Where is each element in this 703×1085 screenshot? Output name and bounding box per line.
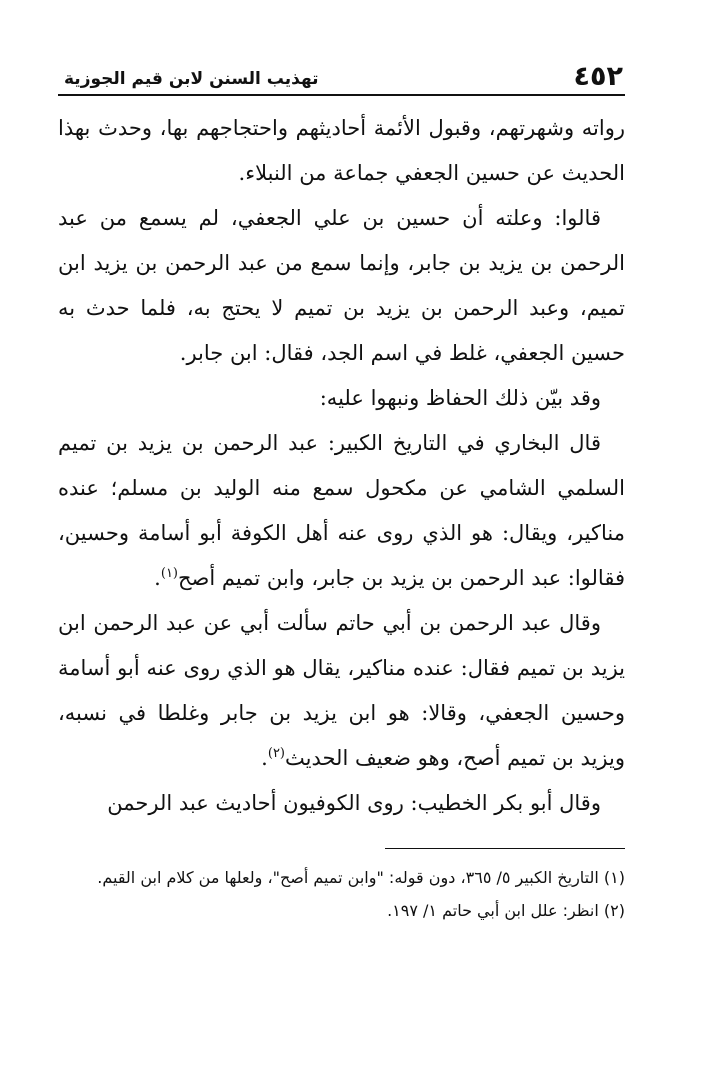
book-page <box>58 56 625 1056</box>
paragraph-6: وقال أبو بكر الخطيب: روى الكوفيون أحاديث عبد الرحمن <box>107 791 601 815</box>
paragraph-5 <box>58 601 625 781</box>
paragraph-3: وقد بيّن ذلك الحفاظ ونبهوا عليه: <box>319 386 601 410</box>
paragraph-1: رواته وشهرتهم، وقبول الأئمة أحاديثهم واحتجاجهم بها، وحدث بهذا الحديث عن حسين الجعفي جماعة من النبلاء. <box>58 116 625 185</box>
footnote-2: (٢) انظر: علل ابن أبي حاتم ١/ ١٩٧. <box>387 901 625 920</box>
page-header <box>58 56 625 96</box>
paragraph-2: قالوا: وعلته أن حسين بن علي الجعفي، لم يسمع من عبد الرحمن بن يزيد بن جابر، وإنما سمع من عبد الرحمن بن يزيد ابن تميم، وعبد الرحمن بن يزيد بن تميم لا يحتج به، فلما حدث به حسين الجعفي، غلط في اسم الجد، فقال: ابن جابر. <box>58 206 625 365</box>
paragraph-4 <box>58 421 625 601</box>
main-text <box>58 106 625 826</box>
paragraph-4-text: قال البخاري في التاريخ الكبير: عبد الرحمن بن يزيد بن تميم السلمي الشامي عن مكحول سمع منه الوليد بن مسلم؛ عنده مناكير، ويقال: هو الذي روى عنه أهل الكوفة أبو أسامة وحسين، فقالوا: عبد الرحمن بن يزيد بن جابر، وابن تميم أصح <box>58 431 625 590</box>
paragraph-4-end: . <box>154 566 161 590</box>
paragraph-5-end: . <box>261 746 268 770</box>
paragraph-5-text: وقال عبد الرحمن بن أبي حاتم سألت أبي عن عبد الرحمن ابن يزيد بن تميم فقال: عنده مناكير، يقال هو الذي روى عنه أبو أسامة وحسين الجعفي، وقالا: هو ابن يزيد بن جابر وغلطا في نسبه، ويزيد بن تميم أصح، وهو ضعيف الحديث <box>58 611 625 770</box>
running-title: تهذيب السنن لابن قيم الجوزية <box>64 69 319 89</box>
footnote-ref-2[interactable]: (٢) <box>267 746 285 761</box>
footnote-divider <box>385 848 625 849</box>
footnote-1: (١) التاريخ الكبير ٥/ ٣٦٥، دون قوله: "وابن تميم أصح"، ولعلها من كلام ابن القيم. <box>97 868 625 887</box>
page-number: ٤٥٢ <box>573 61 623 92</box>
footnote-ref-1[interactable]: (١) <box>160 566 178 581</box>
footnotes <box>58 861 625 927</box>
